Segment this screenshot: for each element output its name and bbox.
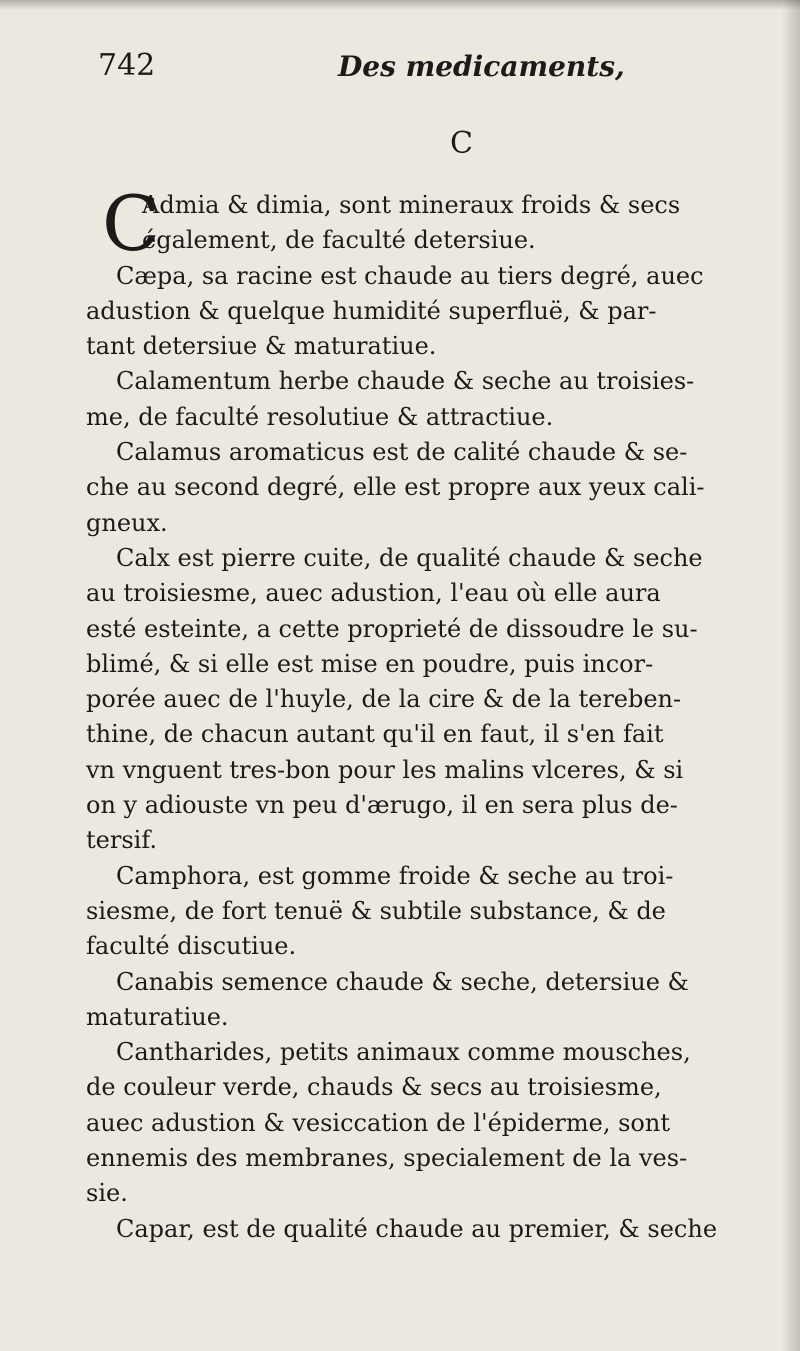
paragraph-camphora — [86, 859, 772, 965]
text-line: porée auec de l'huyle, de la cire & de la tereben- — [86, 685, 682, 714]
text-line: Calamus aromaticus est de calité chaude & se- — [116, 438, 688, 467]
text-line: sie. — [86, 1179, 128, 1208]
paragraph-calx — [86, 541, 772, 859]
text-line: maturatiue. — [86, 1002, 229, 1031]
paragraph-cantharides — [86, 1035, 772, 1211]
text-line: au troisiesme, auec adustion, l'eau où elle aura — [86, 579, 661, 608]
body-text — [86, 179, 772, 1247]
text-line: Camphora, est gomme froide & seche au troi- — [116, 861, 674, 890]
paragraph-calamentum — [86, 364, 772, 435]
page-edge-shadow — [782, 0, 800, 1351]
text-line: ennemis des membranes, specialement de la ves- — [86, 1144, 688, 1173]
text-line: thine, de chacun autant qu'il en faut, il s'en fait — [86, 720, 664, 749]
paragraph-caepa — [86, 259, 772, 365]
text-line: me, de faculté resolutiue & attractiue. — [86, 402, 554, 431]
paragraph-canabis — [86, 965, 772, 1036]
text-line: Canabis semence chaude & seche, detersiue & — [116, 967, 689, 996]
paragraph-cadmia — [86, 179, 772, 268]
text-line: Cæpa, sa racine est chaude au tiers degré, auec — [116, 261, 704, 290]
text-line: siesme, de fort tenuë & subtile substance, & de — [86, 896, 666, 925]
text-line: Capar, est de qualité chaude au premier, & seche — [116, 1214, 718, 1243]
page-number: 742 — [98, 48, 156, 83]
text-line: vn vnguent tres-bon pour les malins vlceres, & si — [86, 755, 684, 784]
text-line: tersif. — [86, 826, 157, 855]
page-top-shadow — [0, 0, 800, 10]
text-line: tant detersiue & maturatiue. — [86, 332, 437, 361]
text-line: adustion & quelque humidité superfluë, & par- — [86, 296, 657, 325]
text-line: Admia & dimia, sont mineraux froids & secs — [142, 191, 681, 219]
text-line: également, de faculté detersiue. — [142, 226, 536, 255]
text-line: on y adiouste vn peu d'ærugo, il en sera plus de- — [86, 791, 678, 820]
text-line: esté esteinte, a cette proprieté de dissoudre le su- — [86, 614, 698, 643]
paragraph-capar — [86, 1212, 772, 1247]
running-head: Des medicaments, — [338, 50, 625, 83]
text-line: Calamentum herbe chaude & seche au troisies- — [116, 367, 695, 396]
text-line: de couleur verde, chauds & secs au troisiesme, — [86, 1073, 662, 1102]
drop-cap: C — [102, 179, 161, 268]
paragraph-calamus — [86, 435, 772, 541]
text-line: blimé, & si elle est mise en poudre, puis incor- — [86, 649, 654, 678]
text-line: che au second degré, elle est propre aux yeux cali- — [86, 473, 705, 502]
page-header — [98, 48, 778, 98]
text-line: Cantharides, petits animaux comme mousches, — [116, 1038, 691, 1067]
section-letter: C — [450, 126, 473, 161]
text-line: gneux. — [86, 508, 168, 537]
text-line: Calx est pierre cuite, de qualité chaude & seche — [116, 543, 703, 572]
text-line: faculté discutiue. — [86, 932, 297, 961]
text-line: auec adustion & vesiccation de l'épiderme, sont — [86, 1108, 670, 1137]
